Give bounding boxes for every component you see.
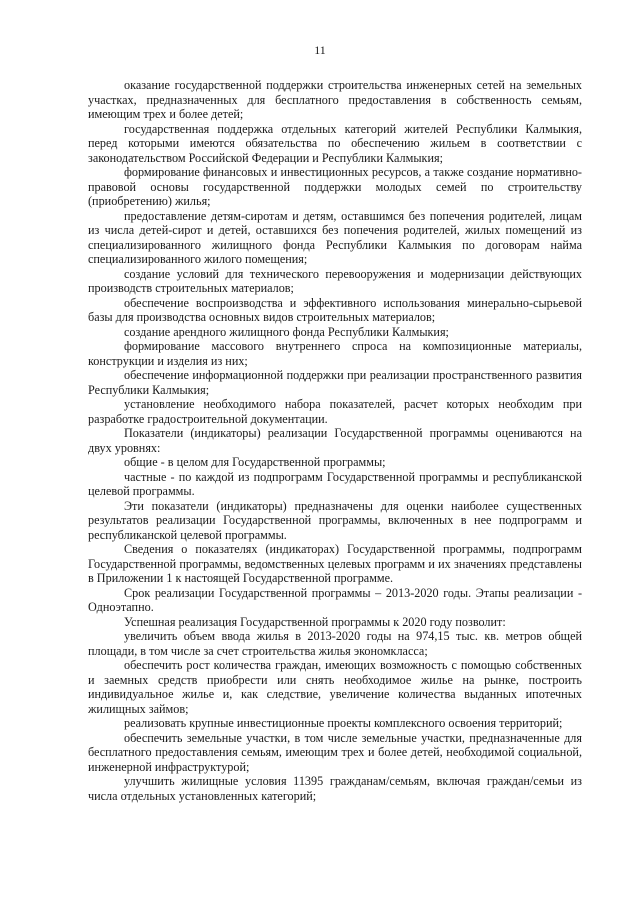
paragraph: Эти показатели (индикаторы) предназначены для оценки наиболее существенных результатов реализации Государственной программы, включенных в нее подпрограмм и республиканской целевой программы. — [88, 498, 582, 542]
paragraph: обеспечить рост количества граждан, имеющих возможность с помощью собственных и заемных средств приобрести или снять необходимое жилье на рынке, построить индивидуальное жилье и, как следствие, увеличение количества выданных ипотечных жилищных займов; — [88, 658, 582, 716]
paragraph: обеспечить земельные участки, в том числе земельные участки, предназначенные для бесплатного предоставления семьям, имеющим трех и более детей, необходимой социальной, инженерной инфраструктурой; — [88, 730, 582, 774]
paragraph: формирование финансовых и инвестиционных ресурсов, а также создание нормативно-правовой основы государственной поддержки молодых семей по строительству (приобретению) жилья; — [88, 165, 582, 208]
paragraph: Сведения о показателях (индикаторах) Государственной программы, подпрограмм Государственной программы, ведомственных целевых программ и их значениях представлены в Приложении 1 к настоящей Государственной программе. — [88, 542, 582, 585]
paragraph: улучшить жилищные условия 11395 гражданам/семьям, включая граждан/семьи из числа отдельных установленных категорий; — [88, 774, 582, 803]
paragraph: Успешная реализация Государственной программы к 2020 году позволит: — [124, 614, 506, 629]
paragraph: создание арендного жилищного фонда Республики Калмыкия; — [124, 324, 449, 339]
paragraph: реализовать крупные инвестиционные проекты комплексного освоения территорий; — [124, 716, 563, 730]
paragraph: Показатели (индикаторы) реализации Государственной программы оцениваются на двух уровнях: — [88, 426, 582, 455]
paragraph: государственная поддержка отдельных категорий жителей Республики Калмыкия, перед которыми имеются обязательства по обеспечению жильем в соответствии с законодательством Российской Федерации и Республики Калмыкия; — [88, 121, 582, 165]
paragraph: предоставление детям-сиротам и детям, оставшимся без попечения родителей, лицам из числа детей-сирот и детей, оставшихся без попечения родителей, жилых помещений из специализированного жилищного фонда Республики Калмыкия по договорам найма специализированного жилого помещения; — [88, 208, 582, 266]
paragraph: увеличить объем ввода жилья в 2013-2020 годы на 974,15 тыс. кв. метров общей площади, в том числе за счет строительства жилья экономкласса; — [88, 629, 582, 658]
paragraph: формирование массового внутреннего спроса на композиционные материалы, конструкции и изделия из них; — [88, 339, 582, 368]
paragraph: общие - в целом для Государственной программы; — [124, 455, 386, 469]
page-number: 11 — [314, 43, 326, 57]
document-body — [88, 78, 582, 803]
paragraph: частные - по каждой из подпрограмм Государственной программы и республиканской целевой программы. — [88, 469, 582, 498]
paragraph: Срок реализации Государственной программы – 2013-2020 годы. Этапы реализации - Одноэтапно. — [88, 585, 582, 614]
paragraph: обеспечение информационной поддержки при реализации пространственного развития Республики Калмыкия; — [88, 368, 582, 397]
paragraph: оказание государственной поддержки строительства инженерных сетей на земельных участках, предназначенных для бесплатного предоставления в собственность семьям, имеющим трех и более детей; — [88, 78, 582, 121]
paragraph: установление необходимого набора показателей, расчет которых необходим при разработке градостроительной документации. — [88, 397, 582, 426]
paragraph: создание условий для технического перевооружения и модернизации действующих производств строительных материалов; — [88, 266, 582, 295]
paragraph: обеспечение воспроизводства и эффективного использования минерально-сырьевой базы для производства основных видов строительных материалов; — [88, 295, 582, 324]
